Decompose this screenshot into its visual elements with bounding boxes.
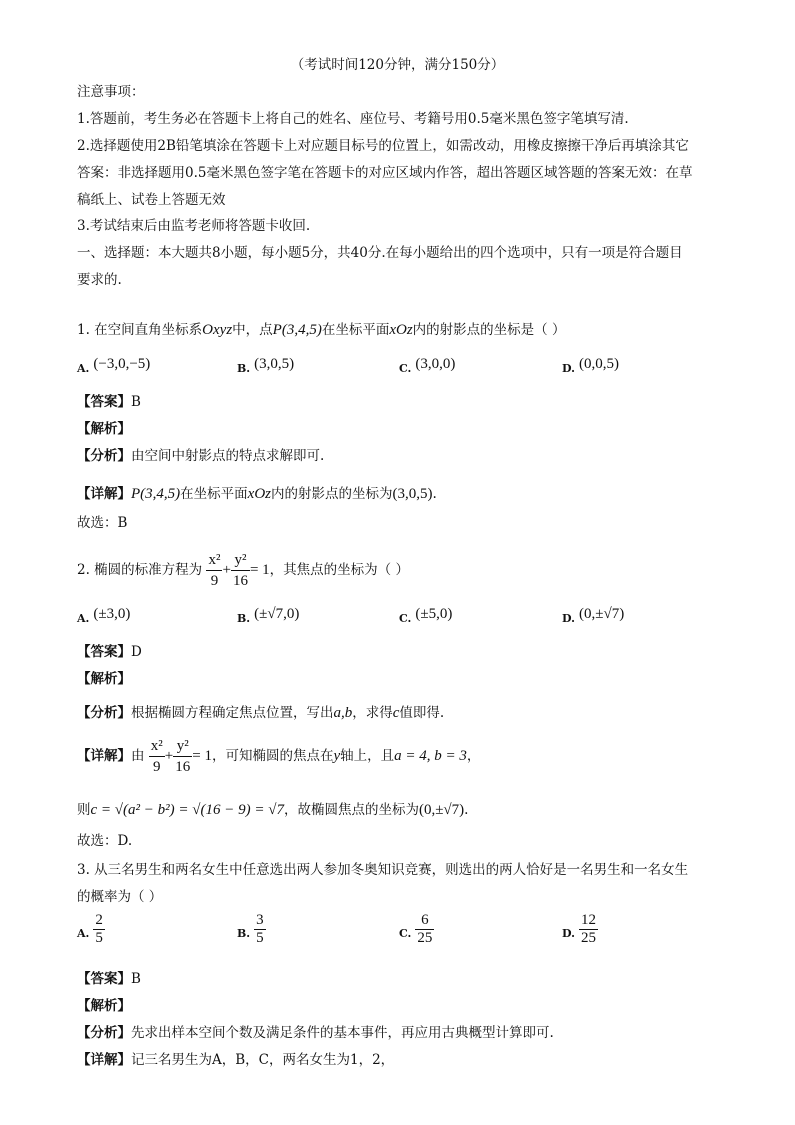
notice-line: 1.答题前，考生务必在答题卡上将自己的姓名、座位号、考籍号用0.5毫米黑色签字笔填写清. bbox=[77, 111, 629, 127]
notice-line: 2.选择题使用2B铅笔填涂在答题卡上对应题目标号的位置上，如需改动，用橡皮擦擦干净后再填涂其它 bbox=[77, 138, 689, 154]
fenxi-line: 【分析】先求出样本空间个数及满足条件的基本事件，再应用古典概型计算即可. bbox=[77, 1025, 554, 1041]
exam-header: （考试时间120分钟，满分150分） bbox=[290, 57, 505, 73]
analysis-label: 【解析】 bbox=[77, 421, 131, 437]
option-c: $_{C.}$ (±5,0) bbox=[399, 606, 453, 625]
fenxi-line: 【分析】根据椭圆方程确定焦点位置，写出a,b，求得c值即得. bbox=[77, 705, 445, 721]
option-c: $_{C.}$ (3,0,0) bbox=[399, 356, 456, 375]
notice-line: 稿纸上、试卷上答题无效 bbox=[77, 192, 226, 208]
option-d: $_{D.}$ (0,0,5) bbox=[562, 356, 619, 375]
notice-line: 答案：非选择题用0.5毫米黑色签字笔在答题卡的对应区域内作答，超出答题区域答题的答案无效：在草 bbox=[77, 165, 693, 181]
notice-line: 3.考试结束后由监考老师将答题卡收回. bbox=[77, 218, 311, 234]
fenxi-line: 【分析】由空间中射影点的特点求解即可. bbox=[77, 448, 325, 464]
notice-title: 注意事项： bbox=[77, 84, 145, 100]
answer-line: 【答案】B bbox=[77, 971, 141, 987]
question-3-stem: 3. 从三名男生和两名女生中任意选出两人参加冬奥知识竞赛，则选出的两人恰好是一名男生和一名女生 bbox=[77, 862, 689, 878]
detail-line: 【详解】P(3,4,5)在坐标平面xOz内的射影点的坐标为(3,0,5). bbox=[77, 486, 437, 502]
section-heading: 要求的. bbox=[77, 272, 122, 288]
option-a: $_{A.}$ (−3,0,−5) bbox=[77, 356, 151, 375]
detail-line: 【详解】由 $\frac{\text{x²}}{9}$ + $\frac{\text{y²}}{16}$ = 1，可知椭圆的焦点在y轴上，且a = 4, b = 3， bbox=[77, 738, 481, 775]
question-3-stem: 的概率为（ ） bbox=[77, 889, 163, 905]
question-2-stem: 2. 椭圆的标准方程为 $\frac{\text{x²}}{9}$ + $\frac{\text{y²}}{16}$ = 1，其焦点的坐标为（ ） bbox=[77, 552, 409, 589]
calc-line: 则c = √(a² − b²) = √(16 − 9) = √7，故椭圆焦点的坐标为(0,±√7). bbox=[77, 802, 469, 818]
analysis-label: 【解析】 bbox=[77, 998, 131, 1014]
option-b: $_{B.}$ $\frac{3}{5}$ bbox=[237, 912, 264, 946]
answer-line: 【答案】B bbox=[77, 394, 141, 410]
detail-line: 【详解】记三名男生为A，B，C，两名女生为1，2， bbox=[77, 1052, 395, 1068]
option-a: $_{A.}$ (±3,0) bbox=[77, 606, 131, 625]
section-heading: 一、选择题：本大题共8小题，每小题5分，共40分.在每小题给出的四个选项中，只有一项是符合题目 bbox=[77, 245, 683, 261]
choose-line: 故选：B bbox=[77, 515, 128, 531]
analysis-label: 【解析】 bbox=[77, 671, 131, 687]
option-d: $_{D.}$ (0,±√7) bbox=[562, 606, 625, 625]
answer-line: 【答案】D bbox=[77, 644, 142, 660]
option-c: $_{C.}$ $\frac{6}{25}$ bbox=[399, 912, 433, 946]
option-a: $_{A.}$ $\frac{2}{5}$ bbox=[77, 912, 103, 946]
option-d: $_{D.}$ $\frac{12}{25}$ bbox=[562, 912, 596, 946]
choose-line: 故选：D. bbox=[77, 833, 133, 849]
option-b: $_{B.}$ (3,0,5) bbox=[237, 356, 295, 375]
question-1-stem: 1. 在空间直角坐标系Oxyz中，点P(3,4,5)在坐标平面xOz内的射影点的坐标是（ ） bbox=[77, 322, 566, 338]
option-b: $_{B.}$ (±√7,0) bbox=[237, 606, 300, 625]
